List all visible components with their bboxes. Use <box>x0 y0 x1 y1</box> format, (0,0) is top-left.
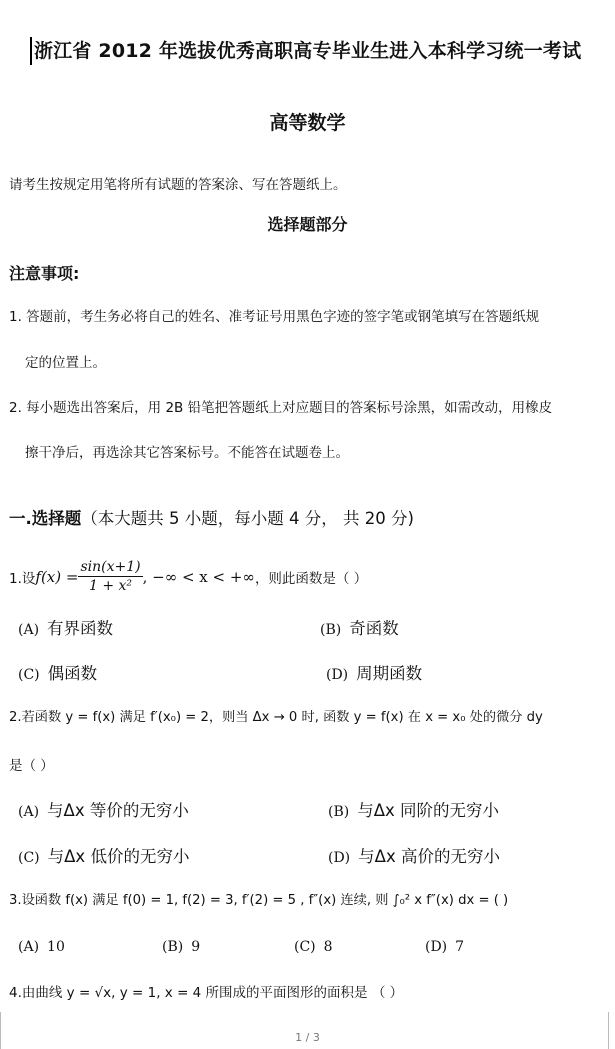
question-1 <box>9 559 367 594</box>
q3-option-c: (C) 8 <box>294 939 333 955</box>
q2-line-2: 是（ ） <box>9 758 54 774</box>
q2-option-d: (D) 与Δx 高价的无穷小 <box>328 847 500 866</box>
notes-heading: 注意事项: <box>9 264 80 283</box>
q1-condition: , −∞ < x < +∞ <box>142 567 255 586</box>
page-number: 1 / 3 <box>295 1031 320 1044</box>
note-2-line-2: 擦干净后，再选涂其它答案标号。不能答在试题卷上。 <box>25 445 349 461</box>
q1-denominator: 1 + x² <box>89 578 133 594</box>
part-heading: 选择题部分 <box>267 215 348 234</box>
q1-suffix: ，则此函数是（ ） <box>254 570 368 587</box>
instruction-text: 请考生按规定用笔将所有试题的答案涂、写在答题纸上。 <box>9 177 347 193</box>
note-2-line-1: 2. 每小题选出答案后，用 2B 铅笔把答题纸上对应题目的答案标号涂黑，如需改动，用橡皮 <box>9 400 553 416</box>
q2-option-a: (A) 与Δx 等价的无穷小 <box>18 801 189 820</box>
q2-option-c: (C) 与Δx 低价的无穷小 <box>18 847 190 866</box>
q4-line: 4.由曲线 y = √x, y = 1, x = 4 所围成的平面图形的面积是 （ ） <box>9 985 404 1001</box>
q1-option-c: (C) 偶函数 <box>18 664 98 683</box>
q2-line-1: 2.若函数 y = f(x) 满足 f′(x₀) = 2，则当 Δx → 0 时, 函数 y = f(x) 在 x = x₀ 处的微分 dy <box>9 710 543 725</box>
exam-subtitle: 高等数学 <box>269 112 346 134</box>
text-cursor <box>30 37 32 65</box>
q1-option-b: (B) 奇函数 <box>320 619 399 638</box>
q2-option-b: (B) 与Δx 同阶的无穷小 <box>328 801 500 820</box>
section-heading-rest: （本大题共 5 小题，每小题 4 分， 共 20 分) <box>81 509 414 528</box>
q1-prefix: 1.设 <box>9 570 36 587</box>
q3-line: 3.设函数 f(x) 满足 f(0) = 1, f(2) = 3, f′(2) = 5 , f″(x) 连续, 则 ∫₀² x f″(x) dx = ( ) <box>9 893 509 908</box>
section-heading <box>9 505 414 529</box>
q3-option-b: (B) 9 <box>162 939 201 955</box>
note-1-line-2: 定的位置上。 <box>25 355 106 371</box>
section-heading-bold: 一.选择题 <box>9 509 82 528</box>
q1-option-a: (A) 有界函数 <box>18 619 114 638</box>
q1-numerator: sin(x+1) <box>80 559 141 575</box>
q1-fraction <box>78 559 142 594</box>
exam-title: 浙江省 2012 年选拔优秀高职高专毕业生进入本科学习统一考试 <box>34 40 582 62</box>
q1-function: f(x) = <box>35 567 79 586</box>
q3-option-a: (A) 10 <box>18 939 65 955</box>
note-1-line-1: 1. 答题前，考生务必将自己的姓名、准考证号用黑色字迹的签字笔或钢笔填写在答题纸规 <box>9 309 540 325</box>
q1-option-d: (D) 周期函数 <box>326 664 423 683</box>
q3-option-d: (D) 7 <box>425 939 465 955</box>
